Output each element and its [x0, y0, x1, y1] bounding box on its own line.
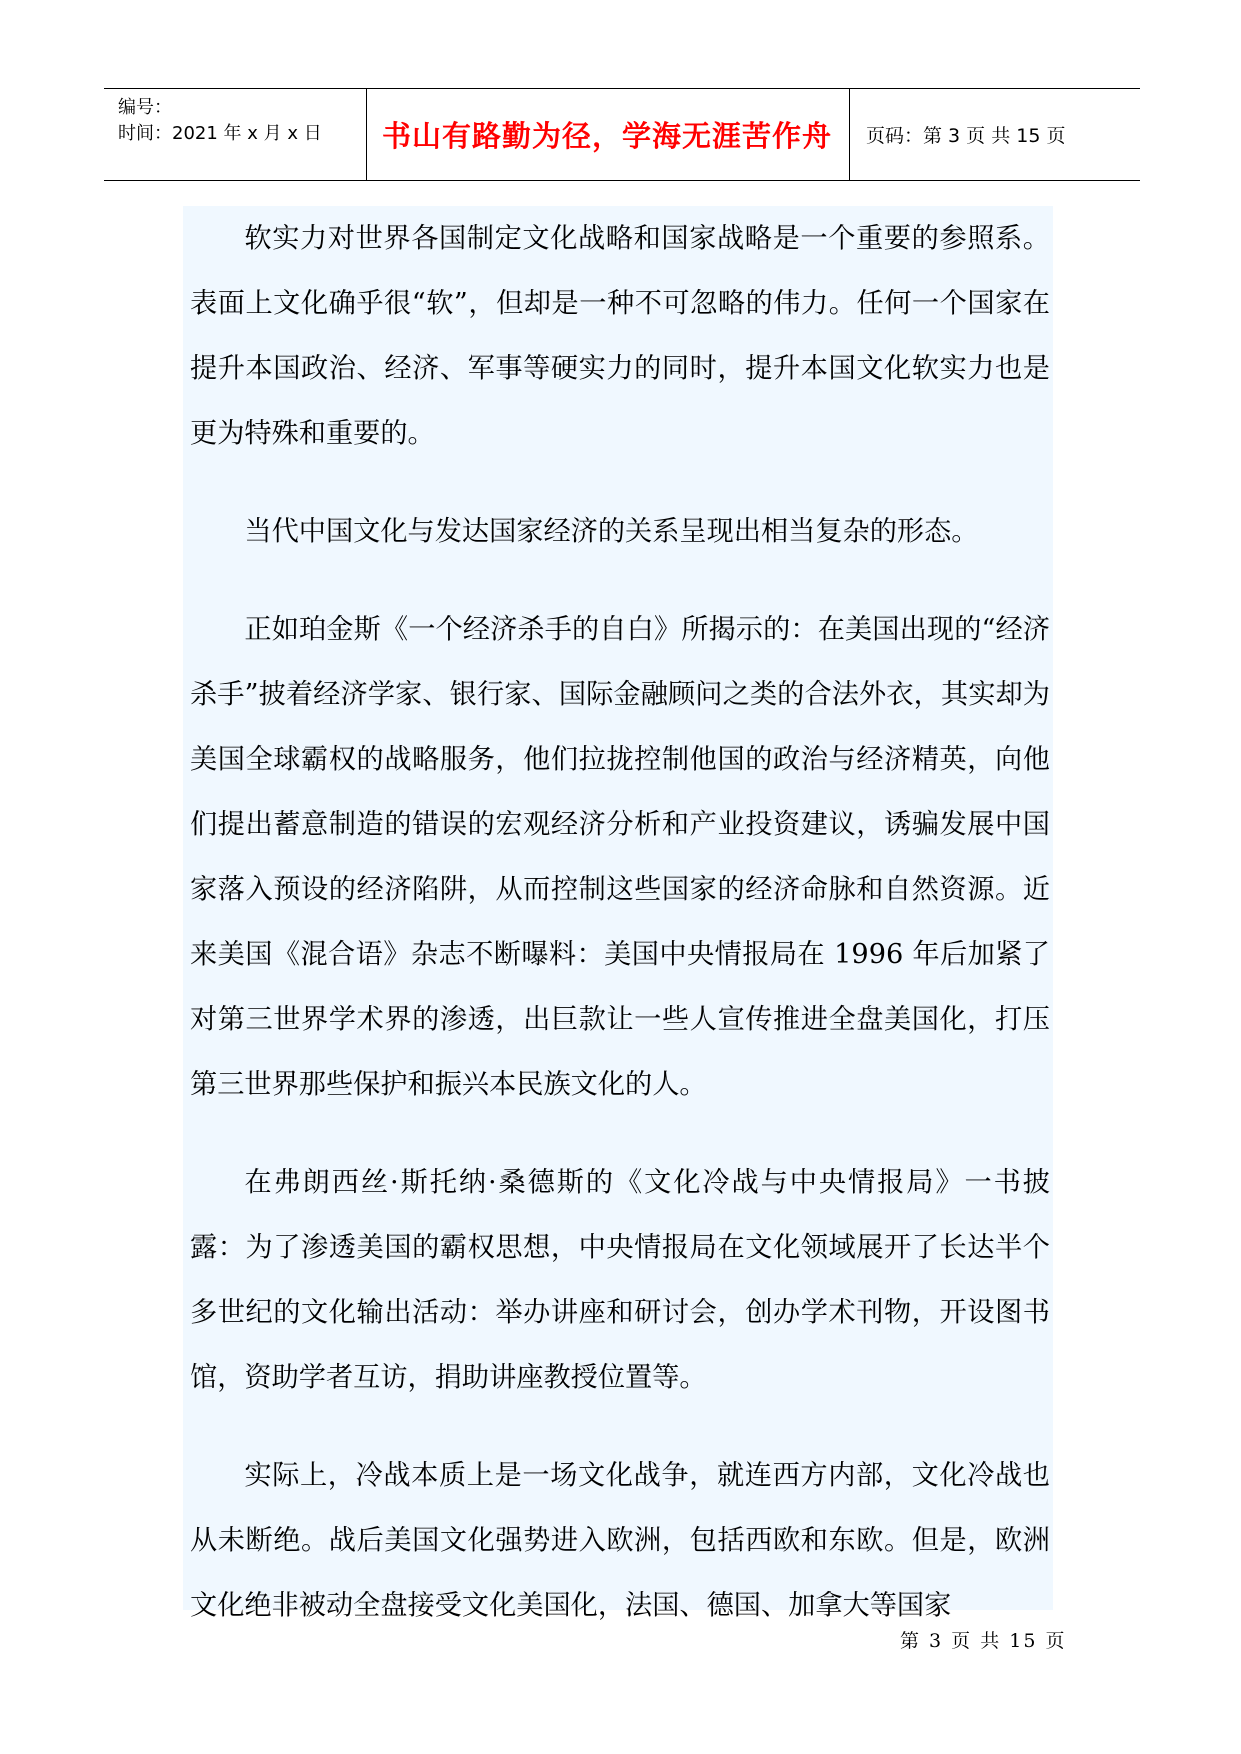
header-divider: [849, 89, 850, 180]
document-time-label: 时间：2021 年 x 月 x 日: [118, 123, 322, 144]
paragraph: 正如珀金斯《一个经济杀手的自白》所揭示的：在美国出现的“经济杀手”披着经济学家、银行家、国际金融顾问之类的合法外衣，其实却为美国全球霸权的战略服务，他们拉拢控制他国的政治与经济精英，向他们提出蓄意制造的错误的宏观经济分析和产业投资建议，诱骗发展中国家落入预设的经济陷阱，从而控制这些国家的经济命脉和自然资源。近来美国《混合语》杂志不断曝料：美国中央情报局在 1996 年后加紧了对第三世界学术界的渗透，出巨款让一些人宣传推进全盘美国化，打压第三世界那些保护和振兴本民族文化的人。: [190, 614, 1050, 1100]
page-footer: 第 3 页 共 15 页: [900, 1630, 1067, 1652]
header-divider: [366, 89, 367, 180]
paragraph: 当代中国文化与发达国家经济的关系呈现出相当复杂的形态。: [244, 516, 979, 547]
paragraph: 软实力对世界各国制定文化战略和国家战略是一个重要的参照系。表面上文化确乎很“软”，但却是一种不可忽略的伟力。任何一个国家在提升本国政治、经济、军事等硬实力的同时，提升本国文化软实力也是更为特殊和重要的。: [190, 223, 1050, 449]
document-body: [183, 206, 1053, 1621]
document-number-label: 编号：: [118, 97, 172, 118]
header-meta: [104, 89, 366, 180]
page-header: [104, 88, 1140, 181]
paragraph: 实际上，冷战本质上是一场文化战争，就连西方内部，文化冷战也从未断绝。战后美国文化强势进入欧洲，包括西欧和东欧。但是，欧洲文化绝非被动全盘接受文化美国化，法国、德国、加拿大等国家: [190, 1460, 1050, 1621]
header-motto: 书山有路勤为径，学海无涯苦作舟: [381, 119, 832, 153]
header-page-number: 页码：第 3 页 共 15 页: [866, 125, 1066, 147]
paragraph: 在弗朗西丝·斯托纳·桑德斯的《文化冷战与中央情报局》一书披露：为了渗透美国的霸权思想，中央情报局在文化领域展开了长达半个多世纪的文化输出活动：举办讲座和研讨会，创办学术刊物，开设图书馆，资助学者互访，捐助讲座教授位置等。: [190, 1167, 1050, 1393]
